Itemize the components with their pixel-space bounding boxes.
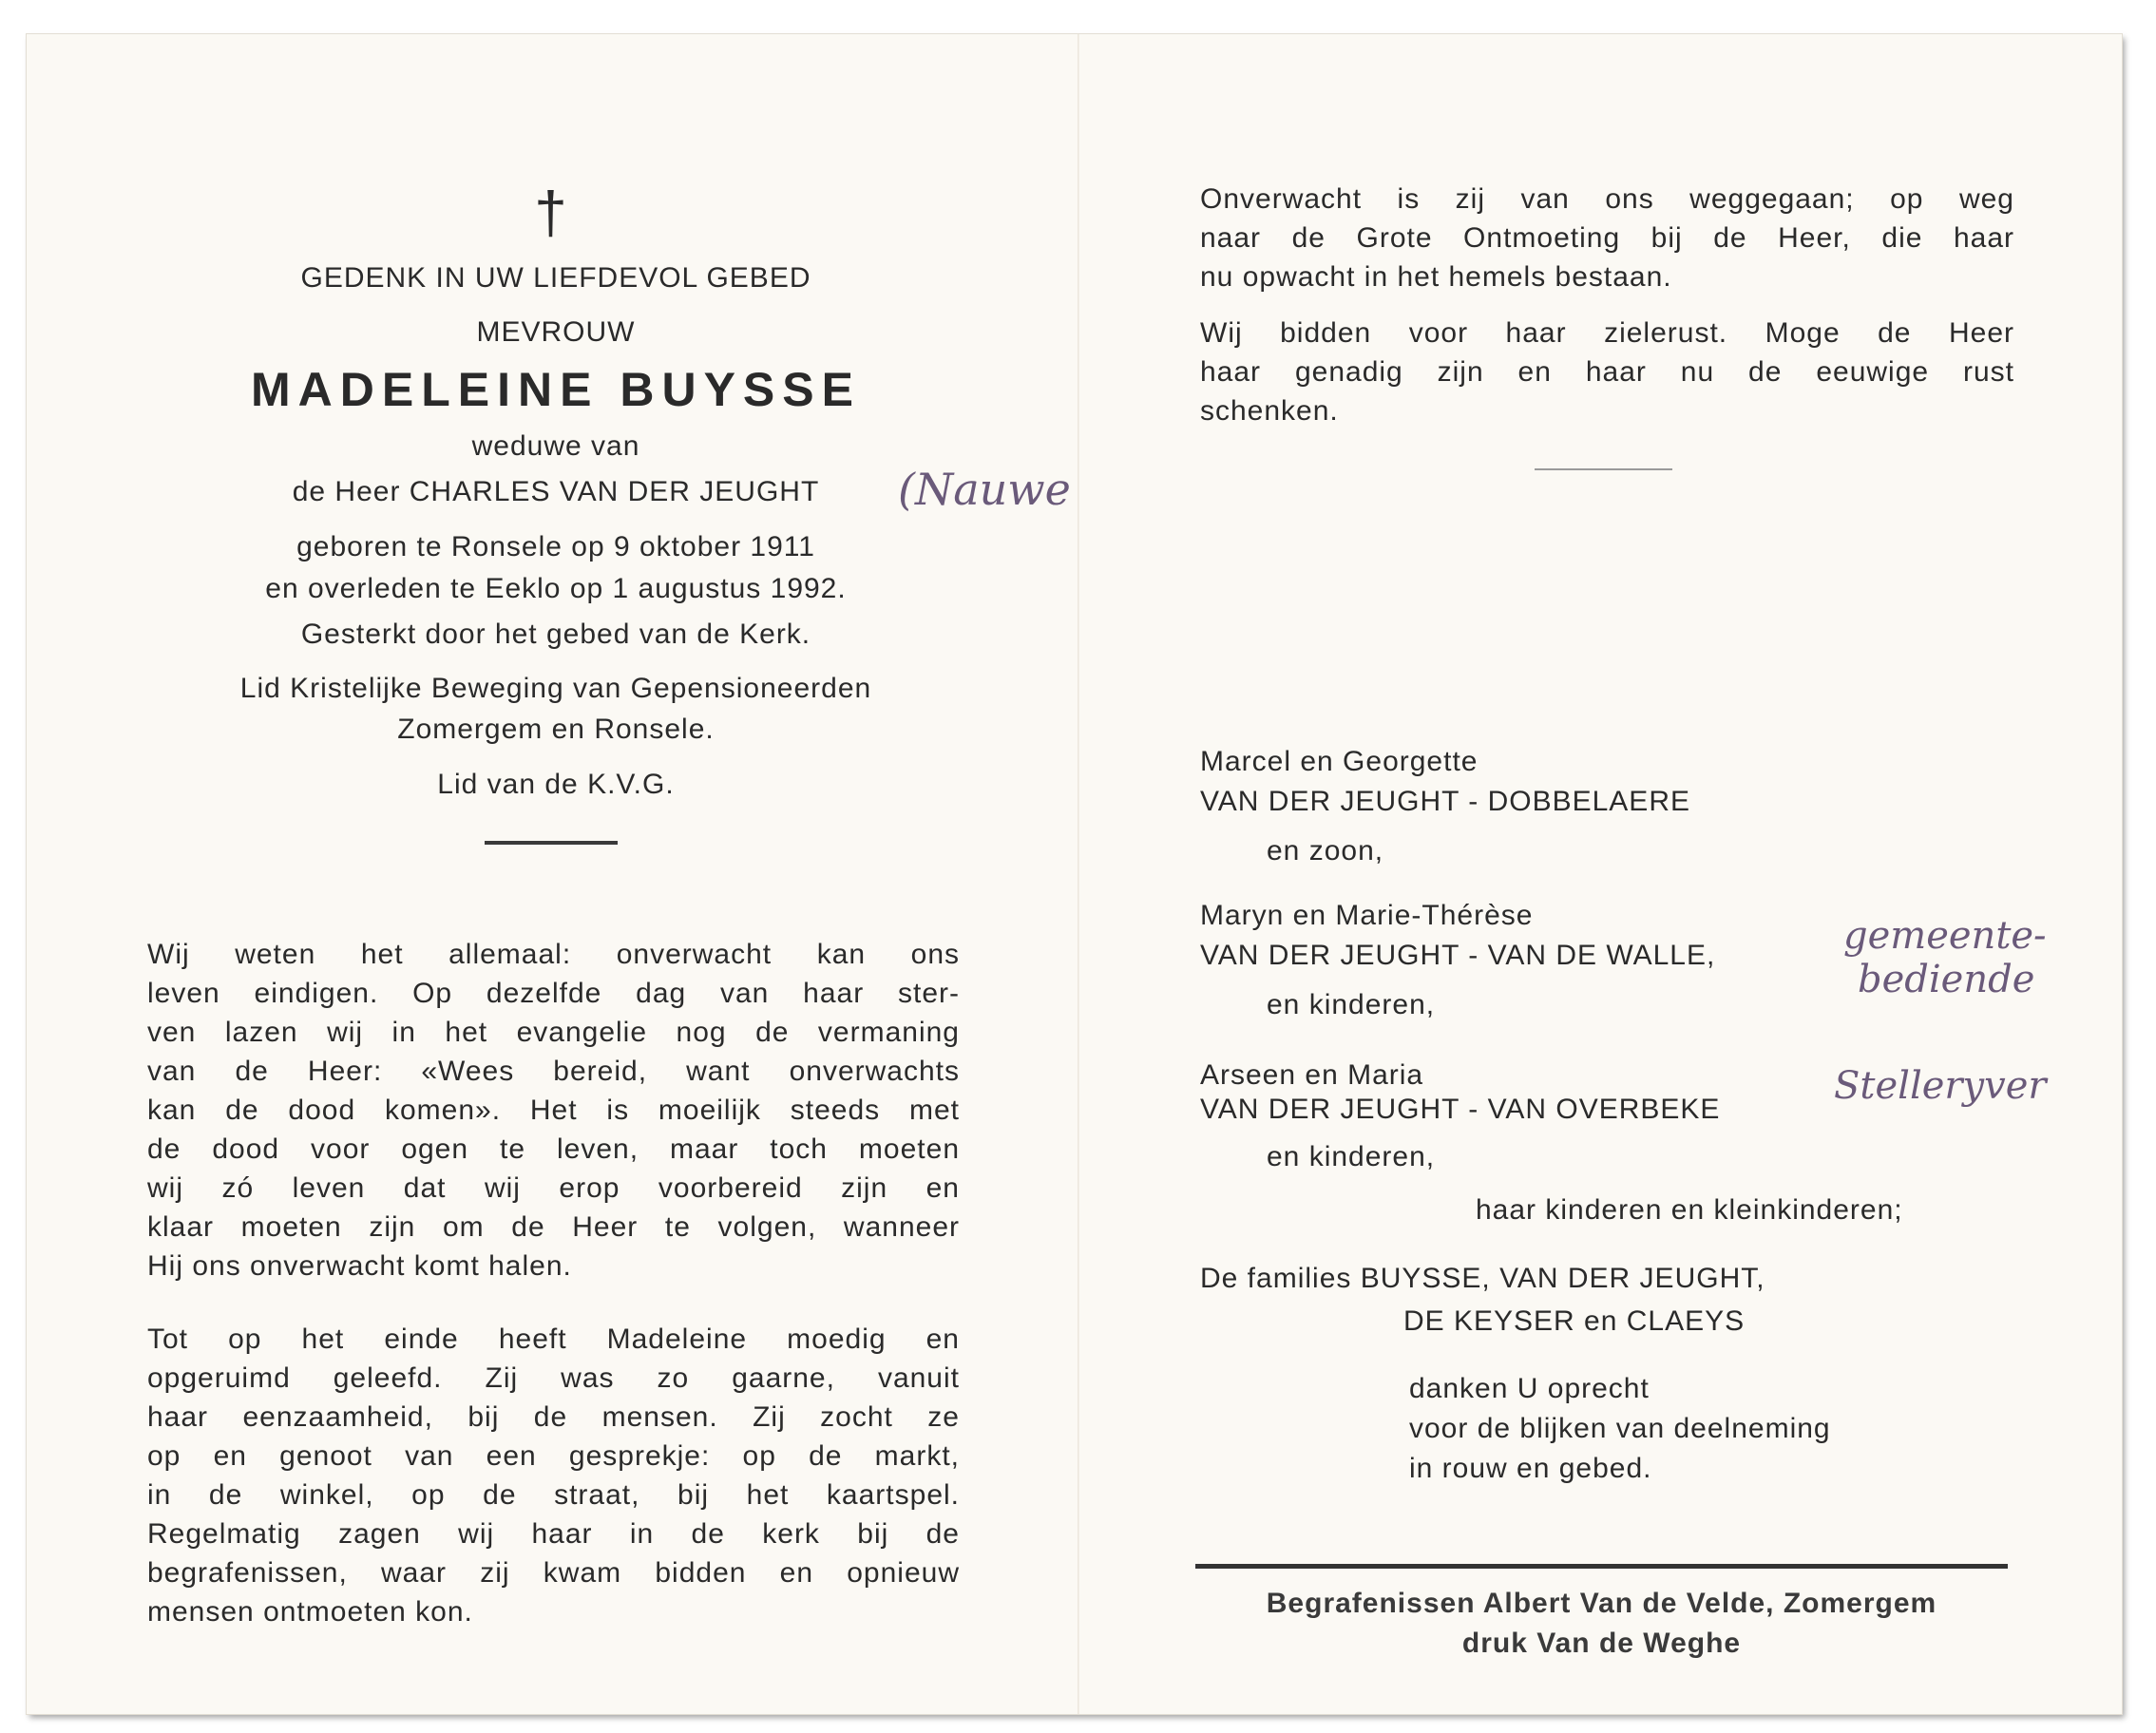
card-fold bbox=[1078, 34, 1079, 1714]
husband-name: de Heer CHARLES VAN DER JEUGHT bbox=[292, 476, 820, 507]
left-p2-line: mensen ontmoeten kon. bbox=[147, 1596, 473, 1628]
family-1-suffix: en zoon, bbox=[1267, 835, 1384, 866]
thanks-line: in rouw en gebed. bbox=[1409, 1453, 1652, 1484]
thanks-line: voor de blijken van deelneming bbox=[1409, 1413, 1831, 1444]
handwritten-note-1: (Nauwe bbox=[898, 464, 1071, 515]
family-1-names: Marcel en Georgette bbox=[1200, 746, 1479, 777]
membership-line-1: Lid Kristelijke Beweging van Gepensioneerden bbox=[239, 673, 872, 704]
left-divider bbox=[485, 841, 618, 845]
family-3-names: Arseen en Maria bbox=[1200, 1059, 1424, 1091]
death-line: en overleden te Eeklo op 1 augustus 1992. bbox=[265, 573, 847, 604]
right-p1-line: naar de Grote Ontmoeting bij de Heer, die haar bbox=[1200, 222, 2014, 254]
family-3-suffix: en kinderen, bbox=[1267, 1141, 1436, 1172]
right-p2-line: haar genadig zijn en haar nu de eeuwige rust bbox=[1200, 356, 2014, 388]
left-p2-line: Regelmatig zagen wij haar in de kerk bij de bbox=[147, 1518, 960, 1550]
honorific: MEVROUW bbox=[476, 316, 636, 348]
families-line-2: DE KEYSER en CLAEYS bbox=[1403, 1305, 1746, 1337]
printer-line: druk Van de Weghe bbox=[1461, 1628, 1742, 1659]
grandchildren-line: haar kinderen en kleinkinderen; bbox=[1476, 1194, 1903, 1226]
right-p2-line: Wij bidden voor haar zielerust. Moge de Heer bbox=[1200, 317, 2014, 349]
cross-symbol: † bbox=[534, 181, 568, 246]
left-p1-line: leven eindigen. Op dezelfde dag van haar ster- bbox=[147, 978, 960, 1009]
left-p1-line: kan de dood komen». Het is moeilijk steeds met bbox=[147, 1095, 960, 1126]
left-p1-line: ven lazen wij in het evangelie nog de vermaning bbox=[147, 1017, 960, 1048]
left-p1-line: wij zó leven dat wij erop voorbereid zijn en bbox=[147, 1172, 960, 1204]
left-p2-line: opgeruimd geleefd. Zij was zo gaarne, vanuit bbox=[147, 1362, 960, 1394]
left-p2-line: Tot op het einde heeft Madeleine moedig en bbox=[147, 1324, 960, 1355]
family-3-surname: VAN DER JEUGHT - VAN OVERBEKE bbox=[1200, 1094, 1721, 1125]
right-divider bbox=[1535, 468, 1672, 470]
family-2-surname: VAN DER JEUGHT - VAN DE WALLE, bbox=[1200, 940, 1716, 971]
left-p2-line: haar eenzaamheid, bij de mensen. Zij zocht ze bbox=[147, 1401, 960, 1433]
widow-of: weduwe van bbox=[471, 430, 640, 462]
deceased-name: MADELEINE BUYSSE bbox=[251, 363, 861, 416]
left-p2-line: op en genoot van een gesprekje: op de markt, bbox=[147, 1440, 960, 1472]
left-p1-line: de dood voor ogen te leven, maar toch moeten bbox=[147, 1133, 960, 1165]
handwritten-note-2a: gemeente- bbox=[1843, 914, 2047, 958]
strengthened-line: Gesterkt door het gebed van de Kerk. bbox=[300, 619, 811, 650]
left-p1-line: klaar moeten zijn om de Heer te volgen, wanneer bbox=[147, 1211, 960, 1243]
left-p2-line: begrafenissen, waar zij kwam bidden en opnieuw bbox=[147, 1557, 960, 1589]
birth-line: geboren te Ronsele op 9 oktober 1911 bbox=[296, 531, 815, 562]
undertaker-line: Begrafenissen Albert Van de Velde, Zomergem bbox=[1266, 1588, 1937, 1619]
right-p1-line: Onverwacht is zij van ons weggegaan; op weg bbox=[1200, 183, 2014, 215]
handwritten-note-3: Stelleryver bbox=[1834, 1064, 2047, 1108]
membership-kvg: Lid van de K.V.G. bbox=[437, 769, 675, 800]
right-p1-line: nu opwacht in het hemels bestaan. bbox=[1200, 261, 1672, 293]
right-p2-line: schenken. bbox=[1200, 395, 1339, 427]
header-line: GEDENK IN UW LIEFDEVOL GEBED bbox=[300, 262, 811, 294]
family-2-names: Maryn en Marie-Thérèse bbox=[1200, 900, 1534, 931]
membership-line-2: Zomergem en Ronsele. bbox=[397, 714, 715, 745]
left-p1-line: Wij weten het allemaal: onverwacht kan ons bbox=[147, 939, 960, 970]
families-line-1: De families BUYSSE, VAN DER JEUGHT, bbox=[1200, 1263, 1765, 1294]
handwritten-note-2b: bediende bbox=[1858, 958, 2035, 1001]
thanks-line: danken U oprecht bbox=[1409, 1373, 1650, 1404]
left-p1-line: van de Heer: «Wees bereid, want onverwachts bbox=[147, 1056, 960, 1087]
family-1-surname: VAN DER JEUGHT - DOBBELAERE bbox=[1200, 786, 1690, 817]
left-p1-line: Hij ons onverwacht komt halen. bbox=[147, 1250, 572, 1282]
left-p2-line: in de winkel, op de straat, bij het kaartspel. bbox=[147, 1479, 960, 1511]
footer-rule bbox=[1195, 1564, 2008, 1569]
family-2-suffix: en kinderen, bbox=[1267, 989, 1436, 1020]
